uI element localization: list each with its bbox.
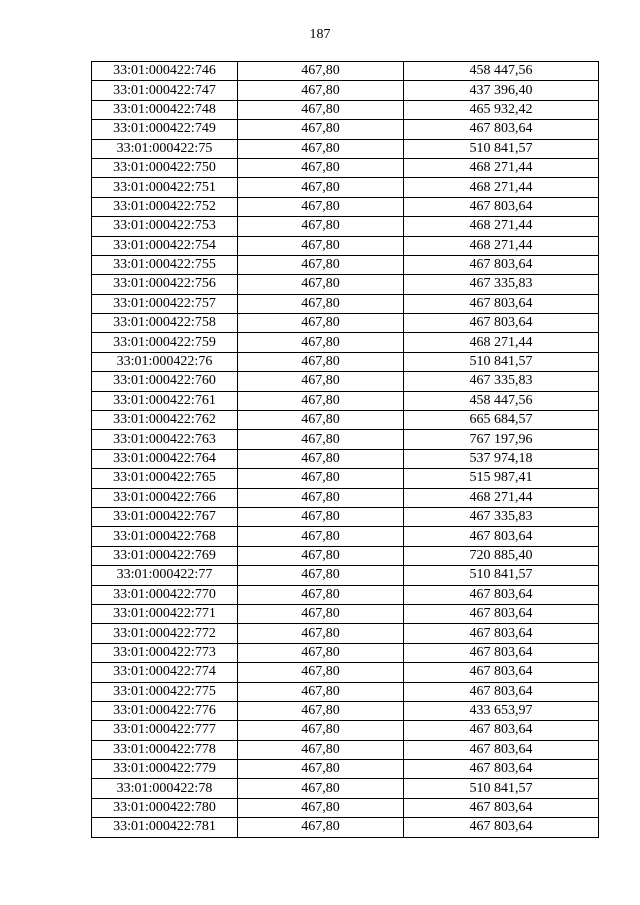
table-row <box>92 120 599 139</box>
cadastral-number-cell: 33:01:000422:753 <box>92 217 238 236</box>
cadastral-number-cell: 33:01:000422:772 <box>92 624 238 643</box>
area-cell: 467,80 <box>238 721 404 740</box>
cadastral-value-cell: 467 335,83 <box>404 275 599 294</box>
cadastral-number-cell: 33:01:000422:756 <box>92 275 238 294</box>
table-row <box>92 275 599 294</box>
area-cell: 467,80 <box>238 236 404 255</box>
cadastral-value-cell: 720 885,40 <box>404 546 599 565</box>
cadastral-value-cell: 510 841,57 <box>404 139 599 158</box>
area-cell: 467,80 <box>238 294 404 313</box>
cadastral-number-cell: 33:01:000422:781 <box>92 818 238 837</box>
area-cell: 467,80 <box>238 798 404 817</box>
table-row <box>92 527 599 546</box>
area-cell: 467,80 <box>238 275 404 294</box>
cadastral-value-cell: 467 803,64 <box>404 604 599 623</box>
area-cell: 467,80 <box>238 760 404 779</box>
cadastral-value-cell: 468 271,44 <box>404 217 599 236</box>
cadastral-value-cell: 665 684,57 <box>404 411 599 430</box>
cadastral-value-cell: 467 803,64 <box>404 255 599 274</box>
cadastral-value-cell: 467 803,64 <box>404 682 599 701</box>
cadastral-value-cell: 467 803,64 <box>404 197 599 216</box>
cadastral-number-cell: 33:01:000422:751 <box>92 178 238 197</box>
cadastral-number-cell: 33:01:000422:765 <box>92 469 238 488</box>
cadastral-number-cell: 33:01:000422:762 <box>92 411 238 430</box>
area-cell: 467,80 <box>238 333 404 352</box>
cadastral-number-cell: 33:01:000422:752 <box>92 197 238 216</box>
area-cell: 467,80 <box>238 585 404 604</box>
cadastral-number-cell: 33:01:000422:757 <box>92 294 238 313</box>
table-row <box>92 139 599 158</box>
table-row <box>92 197 599 216</box>
cadastral-number-cell: 33:01:000422:78 <box>92 779 238 798</box>
table-row <box>92 818 599 837</box>
area-cell: 467,80 <box>238 488 404 507</box>
cadastral-number-cell: 33:01:000422:748 <box>92 100 238 119</box>
area-cell: 467,80 <box>238 391 404 410</box>
area-cell: 467,80 <box>238 411 404 430</box>
area-cell: 467,80 <box>238 624 404 643</box>
cadastral-number-cell: 33:01:000422:76 <box>92 352 238 371</box>
area-cell: 467,80 <box>238 62 404 81</box>
table-row <box>92 100 599 119</box>
table-row <box>92 566 599 585</box>
table-row <box>92 682 599 701</box>
cadastral-number-cell: 33:01:000422:773 <box>92 643 238 662</box>
cadastral-number-cell: 33:01:000422:780 <box>92 798 238 817</box>
cadastral-value-cell: 467 803,64 <box>404 818 599 837</box>
table-row <box>92 779 599 798</box>
table-row <box>92 236 599 255</box>
page-number: 187 <box>309 27 331 42</box>
cadastral-value-cell: 467 803,64 <box>404 740 599 759</box>
cadastral-number-cell: 33:01:000422:77 <box>92 566 238 585</box>
cadastral-value-cell: 767 197,96 <box>404 430 599 449</box>
cadastral-number-cell: 33:01:000422:766 <box>92 488 238 507</box>
cadastral-number-cell: 33:01:000422:771 <box>92 604 238 623</box>
area-cell: 467,80 <box>238 100 404 119</box>
area-cell: 467,80 <box>238 740 404 759</box>
area-cell: 467,80 <box>238 469 404 488</box>
table-row <box>92 411 599 430</box>
cadastral-value-cell: 467 803,64 <box>404 314 599 333</box>
area-cell: 467,80 <box>238 566 404 585</box>
cadastral-number-cell: 33:01:000422:758 <box>92 314 238 333</box>
area-cell: 467,80 <box>238 158 404 177</box>
table-row <box>92 488 599 507</box>
table-row <box>92 663 599 682</box>
area-cell: 467,80 <box>238 643 404 662</box>
cadastral-value-cell: 458 447,56 <box>404 62 599 81</box>
cadastral-number-cell: 33:01:000422:747 <box>92 81 238 100</box>
cadastral-value-cell: 468 271,44 <box>404 158 599 177</box>
cadastral-value-cell: 458 447,56 <box>404 391 599 410</box>
table-row <box>92 507 599 526</box>
table-row <box>92 294 599 313</box>
area-cell: 467,80 <box>238 139 404 158</box>
cadastral-number-cell: 33:01:000422:760 <box>92 372 238 391</box>
area-cell: 467,80 <box>238 120 404 139</box>
cadastral-value-cell: 467 335,83 <box>404 507 599 526</box>
cadastral-number-cell: 33:01:000422:754 <box>92 236 238 255</box>
area-cell: 467,80 <box>238 701 404 720</box>
table-row <box>92 760 599 779</box>
table-row <box>92 81 599 100</box>
cadastral-number-cell: 33:01:000422:759 <box>92 333 238 352</box>
table-row <box>92 721 599 740</box>
cadastral-value-cell: 433 653,97 <box>404 701 599 720</box>
table-row <box>92 178 599 197</box>
area-cell: 467,80 <box>238 372 404 391</box>
cadastral-number-cell: 33:01:000422:775 <box>92 682 238 701</box>
table-row <box>92 430 599 449</box>
table-row <box>92 372 599 391</box>
cadastral-number-cell: 33:01:000422:767 <box>92 507 238 526</box>
cadastral-number-cell: 33:01:000422:774 <box>92 663 238 682</box>
table-row <box>92 604 599 623</box>
cadastral-value-cell: 467 803,64 <box>404 798 599 817</box>
cadastral-value-cell: 467 335,83 <box>404 372 599 391</box>
area-cell: 467,80 <box>238 255 404 274</box>
area-cell: 467,80 <box>238 314 404 333</box>
table-row <box>92 352 599 371</box>
cadastral-value-cell: 510 841,57 <box>404 566 599 585</box>
cadastral-number-cell: 33:01:000422:746 <box>92 62 238 81</box>
area-cell: 467,80 <box>238 430 404 449</box>
cadastral-number-cell: 33:01:000422:778 <box>92 740 238 759</box>
cadastral-value-cell: 468 271,44 <box>404 178 599 197</box>
cadastral-value-cell: 468 271,44 <box>404 488 599 507</box>
cadastral-value-cell: 467 803,64 <box>404 585 599 604</box>
area-cell: 467,80 <box>238 663 404 682</box>
area-cell: 467,80 <box>238 604 404 623</box>
cadastral-value-cell: 537 974,18 <box>404 449 599 468</box>
cadastral-number-cell: 33:01:000422:764 <box>92 449 238 468</box>
area-cell: 467,80 <box>238 527 404 546</box>
area-cell: 467,80 <box>238 682 404 701</box>
area-cell: 467,80 <box>238 818 404 837</box>
cadastral-value-cell: 465 932,42 <box>404 100 599 119</box>
table-row <box>92 449 599 468</box>
table-row <box>92 740 599 759</box>
cadastral-value-cell: 467 803,64 <box>404 721 599 740</box>
cadastral-table <box>91 61 599 838</box>
cadastral-number-cell: 33:01:000422:777 <box>92 721 238 740</box>
area-cell: 467,80 <box>238 197 404 216</box>
cadastral-value-cell: 467 803,64 <box>404 643 599 662</box>
table-row <box>92 255 599 274</box>
area-cell: 467,80 <box>238 546 404 565</box>
cadastral-number-cell: 33:01:000422:750 <box>92 158 238 177</box>
cadastral-value-cell: 467 803,64 <box>404 624 599 643</box>
cadastral-number-cell: 33:01:000422:779 <box>92 760 238 779</box>
table-row <box>92 701 599 720</box>
cadastral-value-cell: 467 803,64 <box>404 663 599 682</box>
cadastral-number-cell: 33:01:000422:763 <box>92 430 238 449</box>
table-row <box>92 314 599 333</box>
table-body <box>92 62 599 838</box>
cadastral-value-cell: 467 803,64 <box>404 760 599 779</box>
table-row <box>92 624 599 643</box>
area-cell: 467,80 <box>238 352 404 371</box>
cadastral-value-cell: 510 841,57 <box>404 352 599 371</box>
table-row <box>92 643 599 662</box>
table-row <box>92 391 599 410</box>
cadastral-number-cell: 33:01:000422:761 <box>92 391 238 410</box>
cadastral-value-cell: 467 803,64 <box>404 294 599 313</box>
cadastral-number-cell: 33:01:000422:755 <box>92 255 238 274</box>
cadastral-number-cell: 33:01:000422:776 <box>92 701 238 720</box>
table-row <box>92 798 599 817</box>
table-row <box>92 158 599 177</box>
area-cell: 467,80 <box>238 449 404 468</box>
cadastral-value-cell: 437 396,40 <box>404 81 599 100</box>
cadastral-number-cell: 33:01:000422:770 <box>92 585 238 604</box>
cadastral-value-cell: 510 841,57 <box>404 779 599 798</box>
cadastral-number-cell: 33:01:000422:749 <box>92 120 238 139</box>
area-cell: 467,80 <box>238 81 404 100</box>
table-row <box>92 469 599 488</box>
cadastral-value-cell: 467 803,64 <box>404 120 599 139</box>
cadastral-value-cell: 468 271,44 <box>404 236 599 255</box>
cadastral-value-cell: 467 803,64 <box>404 527 599 546</box>
table-row <box>92 333 599 352</box>
table-row <box>92 217 599 236</box>
area-cell: 467,80 <box>238 507 404 526</box>
cadastral-number-cell: 33:01:000422:75 <box>92 139 238 158</box>
area-cell: 467,80 <box>238 217 404 236</box>
table-row <box>92 62 599 81</box>
cadastral-value-cell: 468 271,44 <box>404 333 599 352</box>
area-cell: 467,80 <box>238 779 404 798</box>
area-cell: 467,80 <box>238 178 404 197</box>
table-row <box>92 585 599 604</box>
table-row <box>92 546 599 565</box>
cadastral-number-cell: 33:01:000422:769 <box>92 546 238 565</box>
cadastral-value-cell: 515 987,41 <box>404 469 599 488</box>
cadastral-number-cell: 33:01:000422:768 <box>92 527 238 546</box>
